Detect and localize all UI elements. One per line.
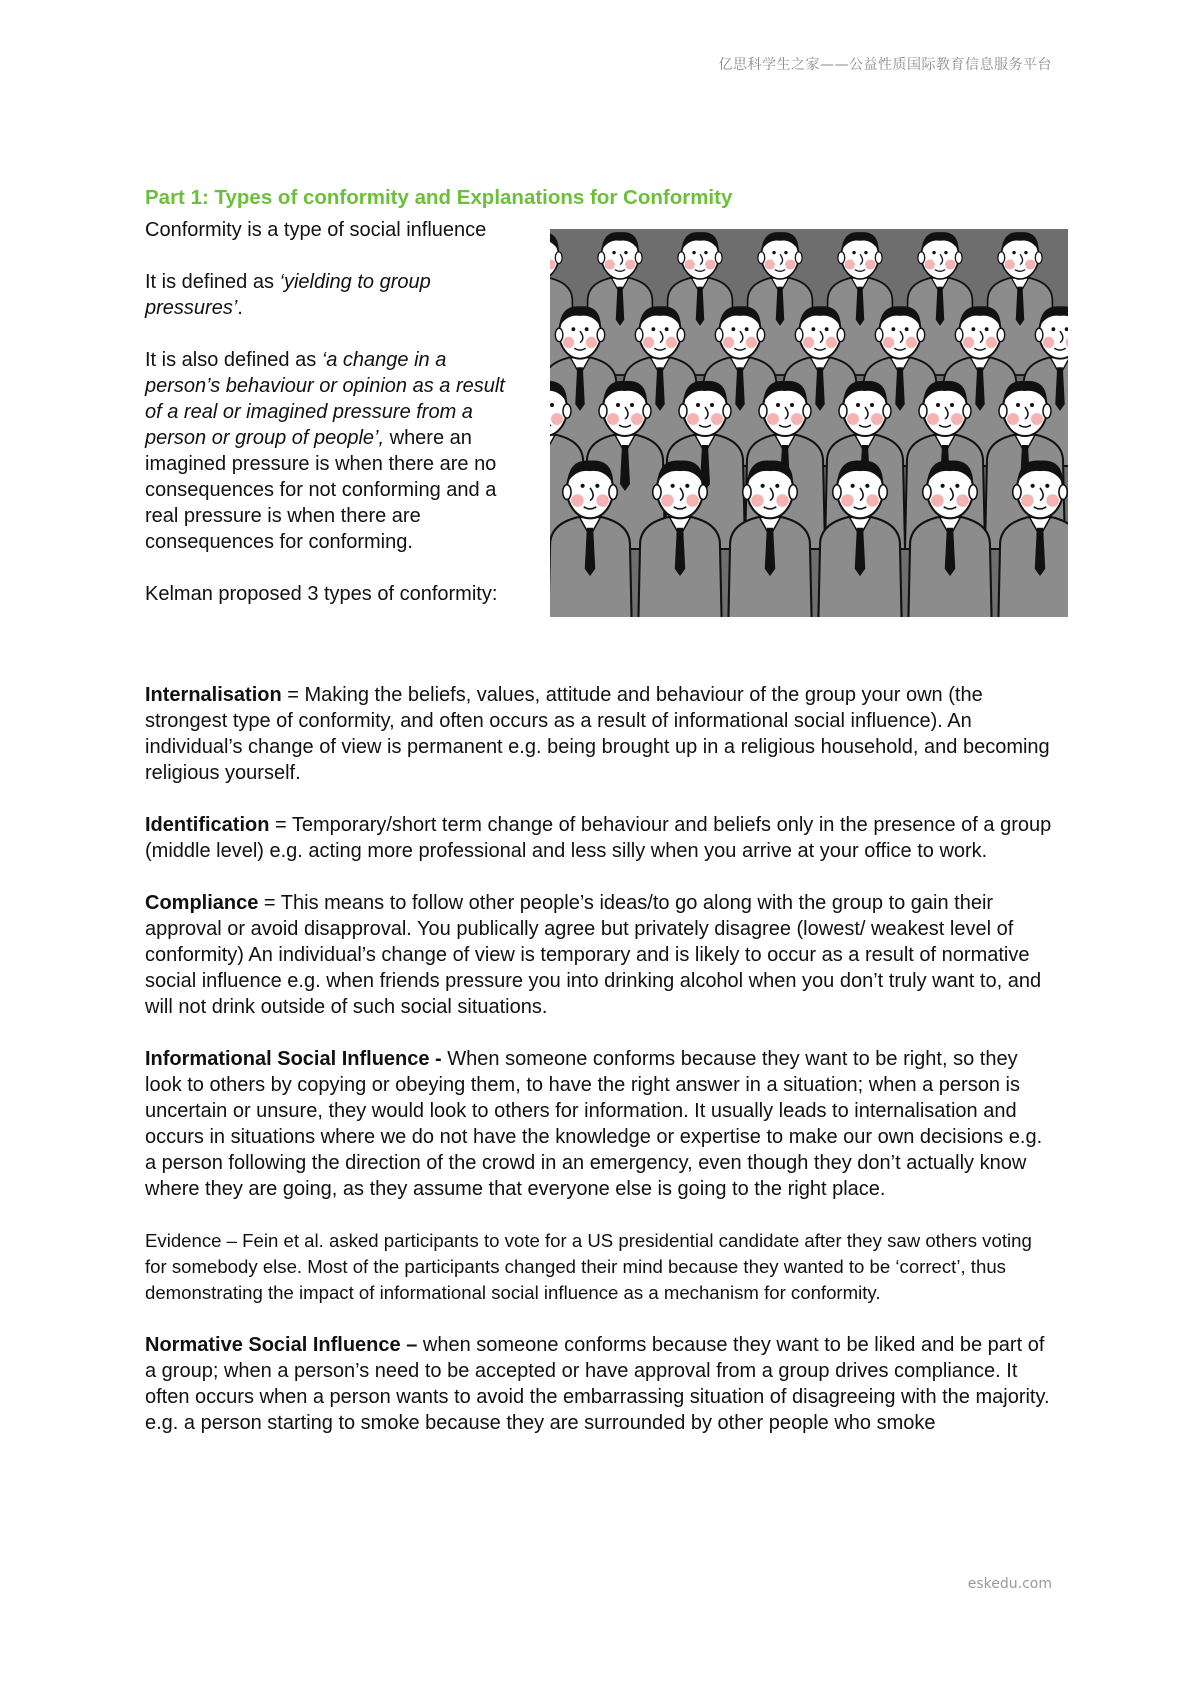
intro-line: Conformity is a type of social influence <box>145 219 487 241</box>
normative-example: e.g. a person starting to smoke because they are surrounded by other people who smoke <box>145 1412 936 1434</box>
header-site-title: 亿思科学生之家——公益性质国际教育信息服务平台 <box>718 57 1052 73</box>
crowd-illustration <box>550 229 1068 617</box>
type-identification: Identification = Temporary/short term change of behaviour and beliefs only in the presence of a group (middle level) e.g. acting more professional and less silly when you arrive at your office to work. <box>145 814 1052 862</box>
document-body <box>145 185 1055 1436</box>
footer-site: eskedu.com <box>967 1576 1052 1592</box>
type-compliance: Compliance = This means to follow other people’s ideas/to go along with the group to gain their approval or avoid disapproval. You publically agree but privately disagree (lowest/ weakest level of conformity) An individual’s change of view is temporary and is likely to occur as a result of normative social influence e.g. when friends pressure you into drinking alcohol when you don’t truly want to, and will not drink outside of such social situations. <box>145 892 1042 1018</box>
definition-2: It is also defined as ‘a change in a person’s behaviour or opinion as a result of a real or imagined pressure from a person or group of people’, where an imagined pressure is when there are no consequences for not conforming and a real pressure is when there are consequences for conforming. <box>145 349 505 553</box>
intro-block <box>145 217 1055 682</box>
informational-social-influence: Informational Social Influence - When someone conforms because they want to be right, so they look to others by copying or obeying them, to have the right answer in a situation; when a person is uncertain or unsure, they would look to others for information. It usually leads to internalisation and occurs in situations where we do not have the knowledge or expertise to make our own decisions e.g. a person following the direction of the crowd in an emergency, even though they don’t actually know where they are going, as they assume that everyone else is going to the right place. <box>145 1048 1043 1200</box>
section-title: Part 1: Types of conformity and Explanations for Conformity <box>145 186 733 209</box>
intro-text <box>145 217 515 607</box>
type-internalisation: Internalisation = Making the beliefs, values, attitude and behaviour of the group your own (the strongest type of conformity, and often occurs as a result of informational social influence). An individual’s change of view is permanent e.g. being brought up in a religious household, and becoming religious yourself. <box>145 684 1050 784</box>
kelman-line: Kelman proposed 3 types of conformity: <box>145 583 498 605</box>
crowd-of-businessmen-icon <box>550 229 1068 617</box>
definition-1: It is defined as ‘yielding to group pressures’. <box>145 271 431 319</box>
informational-evidence: Evidence – Fein et al. asked participants to vote for a US presidential candidate after they saw others voting for somebody else. Most of the participants changed their mind because they wanted to be ‘correct’, thus demonstrating the impact of informational social influence as a mechanism for conformity. <box>145 1230 1032 1303</box>
normative-social-influence: Normative Social Influence – when someone conforms because they want to be liked and be part of a group; when a person’s need to be accepted or have approval from a group drives compliance. It often occurs when a person wants to avoid the embarrassing situation of disagreeing with the majority. <box>145 1334 1050 1408</box>
